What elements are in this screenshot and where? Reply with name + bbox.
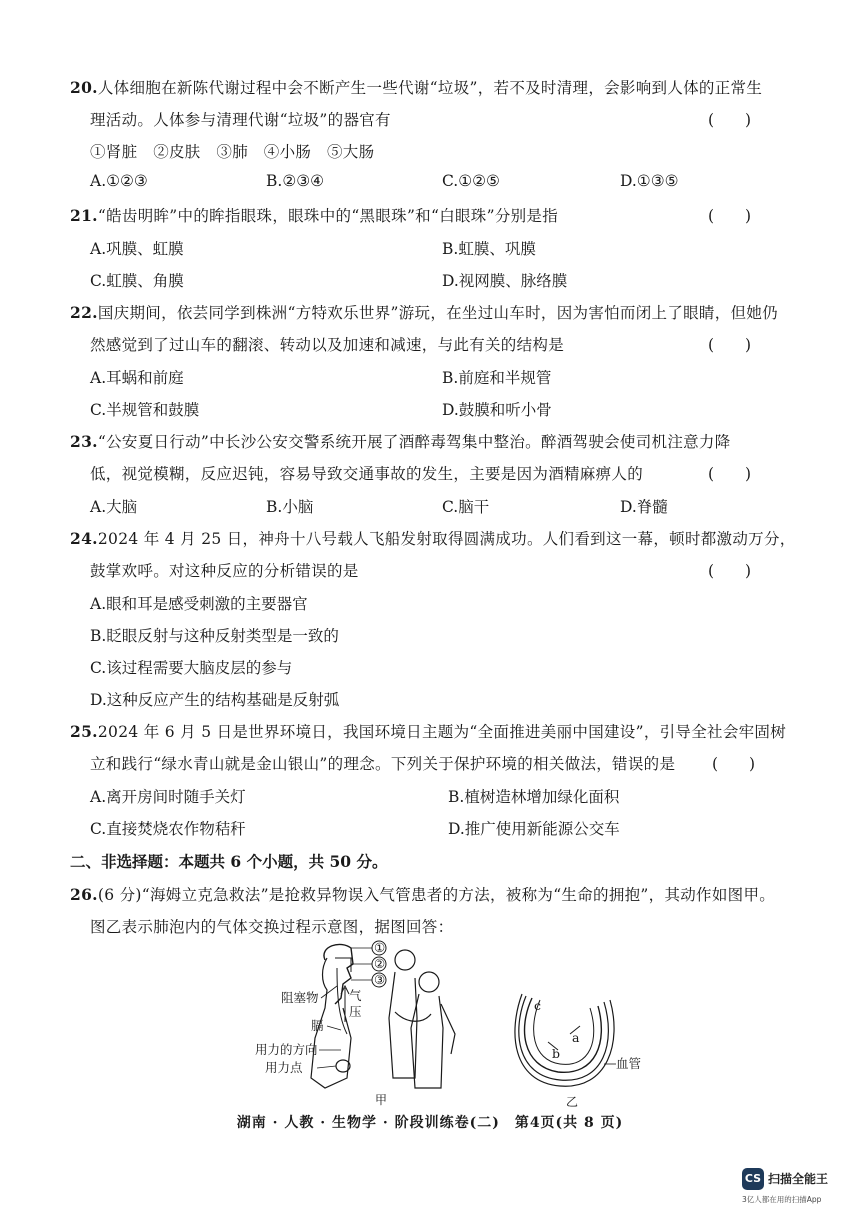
question-number: 22.	[70, 303, 98, 322]
question-number: 20.	[70, 78, 98, 97]
section-title: 二、非选择题：本题共 6 个小题，共 50 分。	[70, 852, 388, 871]
option-b: B.眨眼反射与这种反射类型是一致的	[90, 627, 339, 645]
question-25-line-2: 立和践行“绿水青山就是金山银山”的理念。下列关于保护环境的相关做法，错误的是	[90, 755, 676, 773]
label-obstruction: 阻塞物	[281, 990, 319, 1005]
option-b: B.植树造林增加绿化面积	[448, 788, 620, 806]
label-qi: 气	[349, 988, 362, 1003]
option-d: D.脊髓	[620, 498, 668, 516]
scanner-tagline: 3亿人都在用的扫描App	[742, 1195, 822, 1204]
question-20-items: ①肾脏 ②皮肤 ③肺 ④小肠 ⑤大肠	[90, 143, 375, 161]
marker-3: ③	[374, 972, 386, 987]
option-a: A.眼和耳是感受刺激的主要器官	[90, 595, 308, 613]
option-d: D.推广使用新能源公交车	[448, 820, 620, 838]
option-c: C.脑干	[442, 498, 490, 516]
label-b: b	[552, 1046, 561, 1061]
alveolus-inner	[534, 1000, 594, 1064]
figure-alveolus	[512, 988, 652, 1110]
scanner-watermark	[742, 1168, 852, 1208]
question-22-line-1: 22.国庆期间，依芸同学到株洲“方特欢乐世界”游玩，在坐过山车时，因为害怕而闭上了眼睛，但她仍	[70, 303, 778, 322]
option-c: C.虹膜、角膜	[90, 272, 184, 290]
question-number: 25.	[70, 722, 98, 741]
option-c: C.该过程需要大脑皮层的参与	[90, 659, 293, 677]
figure-heimlich	[255, 938, 470, 1110]
question-26-line-2: 图乙表示肺泡内的气体交换过程示意图，据图回答：	[90, 918, 454, 936]
answer-blank: ( )	[708, 562, 752, 580]
option-a: A.耳蜗和前庭	[90, 369, 184, 387]
question-22-line-2: 然感觉到了过山车的翻滚、转动以及加速和减速，与此有关的结构是	[90, 336, 565, 354]
question-24-line-1: 24.2024 年 4 月 25 日，神舟十八号载人飞船发射取得圆满成功。人们看到这一幕，顿时都激动万分，	[70, 529, 796, 548]
option-b: B.前庭和半规管	[442, 369, 552, 387]
question-25-line-1: 25.2024 年 6 月 5 日是世界环境日，我国环境日主题为“全面推进美丽中国建设”，引导全社会牢固树	[70, 722, 787, 741]
option-b: B.小脑	[266, 498, 314, 516]
blood-vessel-outer	[519, 996, 609, 1080]
option-a: A.巩膜、虹膜	[90, 240, 184, 258]
option-c: C.半规管和鼓膜	[90, 401, 200, 419]
patient-head	[419, 972, 439, 992]
option-a: A.大脑	[90, 498, 138, 516]
question-20-line-1: 20.人体细胞在新陈代谢过程中会不断产生一些代谢“垃圾”，若不及时清理，会影响到人体的正常生	[70, 78, 763, 97]
leader-line	[317, 1066, 336, 1068]
label-diaphragm: 膈	[311, 1018, 324, 1033]
label-ya: 压	[349, 1004, 362, 1019]
question-21-line-1: 21.“皓齿明眸”中的眸指眼珠，眼珠中的“黑眼珠”和“白眼珠”分别是指	[70, 206, 559, 225]
option-d: D.①③⑤	[620, 172, 679, 190]
option-d: D.鼓膜和听小骨	[442, 401, 552, 419]
camscanner-logo-icon: CS	[742, 1168, 764, 1190]
answer-blank: ( )	[708, 336, 752, 354]
option-b: B.虹膜、巩膜	[442, 240, 536, 258]
answer-blank: ( )	[712, 755, 756, 773]
label-a: a	[572, 1030, 580, 1045]
marker-1: ①	[374, 940, 386, 955]
question-23-line-1: 23.“公安夏日行动”中长沙公安交警系统开展了酒醉毒驾集中整治。醉酒驾驶会使司机注意力降	[70, 432, 731, 451]
leader-line	[321, 986, 337, 998]
scanner-app-name: 扫描全能王	[768, 1172, 829, 1186]
option-c: C.直接焚烧农作物秸秆	[90, 820, 246, 838]
question-23-line-2: 低，视觉模糊，反应迟钝，容易导致交通事故的发生，主要是因为酒精麻痹人的	[90, 465, 644, 483]
question-number: 21.	[70, 206, 98, 225]
leader-line	[327, 1026, 341, 1030]
caption-jia: 甲	[375, 1093, 388, 1107]
question-number: 23.	[70, 432, 98, 451]
caption-yi: 乙	[566, 1095, 579, 1109]
marker-2: ②	[374, 956, 386, 971]
option-d: D.这种反应产生的结构基础是反射弧	[90, 691, 340, 709]
question-24-line-2: 鼓掌欢呼。对这种反应的分析错误的是	[90, 562, 359, 580]
question-26-line-1: 26.(6 分)“海姆立克急救法”是抢救异物误入气管患者的方法，被称为“生命的拥抱”，其动作如图甲。	[70, 885, 776, 904]
label-c: c	[534, 998, 542, 1013]
answer-blank: ( )	[708, 465, 752, 483]
question-number: 24.	[70, 529, 98, 548]
answer-blank: ( )	[708, 111, 752, 129]
rescuer-head	[395, 950, 415, 970]
question-20-line-2: 理活动。人体参与清理代谢“垃圾”的器官有	[90, 111, 391, 129]
answer-blank: ( )	[708, 207, 752, 225]
label-force-point: 用力点	[265, 1060, 303, 1075]
option-a: A.①②③	[90, 172, 148, 190]
label-force-direction: 用力的方向	[255, 1042, 318, 1057]
question-number: 26.	[70, 885, 98, 904]
option-c: C.①②⑤	[442, 172, 500, 190]
page-footer: 湖南 · 人教 · 生物学 · 阶段训练卷(二) 第4页(共 8 页)	[236, 1115, 624, 1131]
option-d: D.视网膜、脉络膜	[442, 272, 568, 290]
option-b: B.②③④	[266, 172, 325, 190]
option-a: A.离开房间时随手关灯	[90, 788, 246, 806]
label-blood-vessel: 血管	[616, 1056, 642, 1071]
